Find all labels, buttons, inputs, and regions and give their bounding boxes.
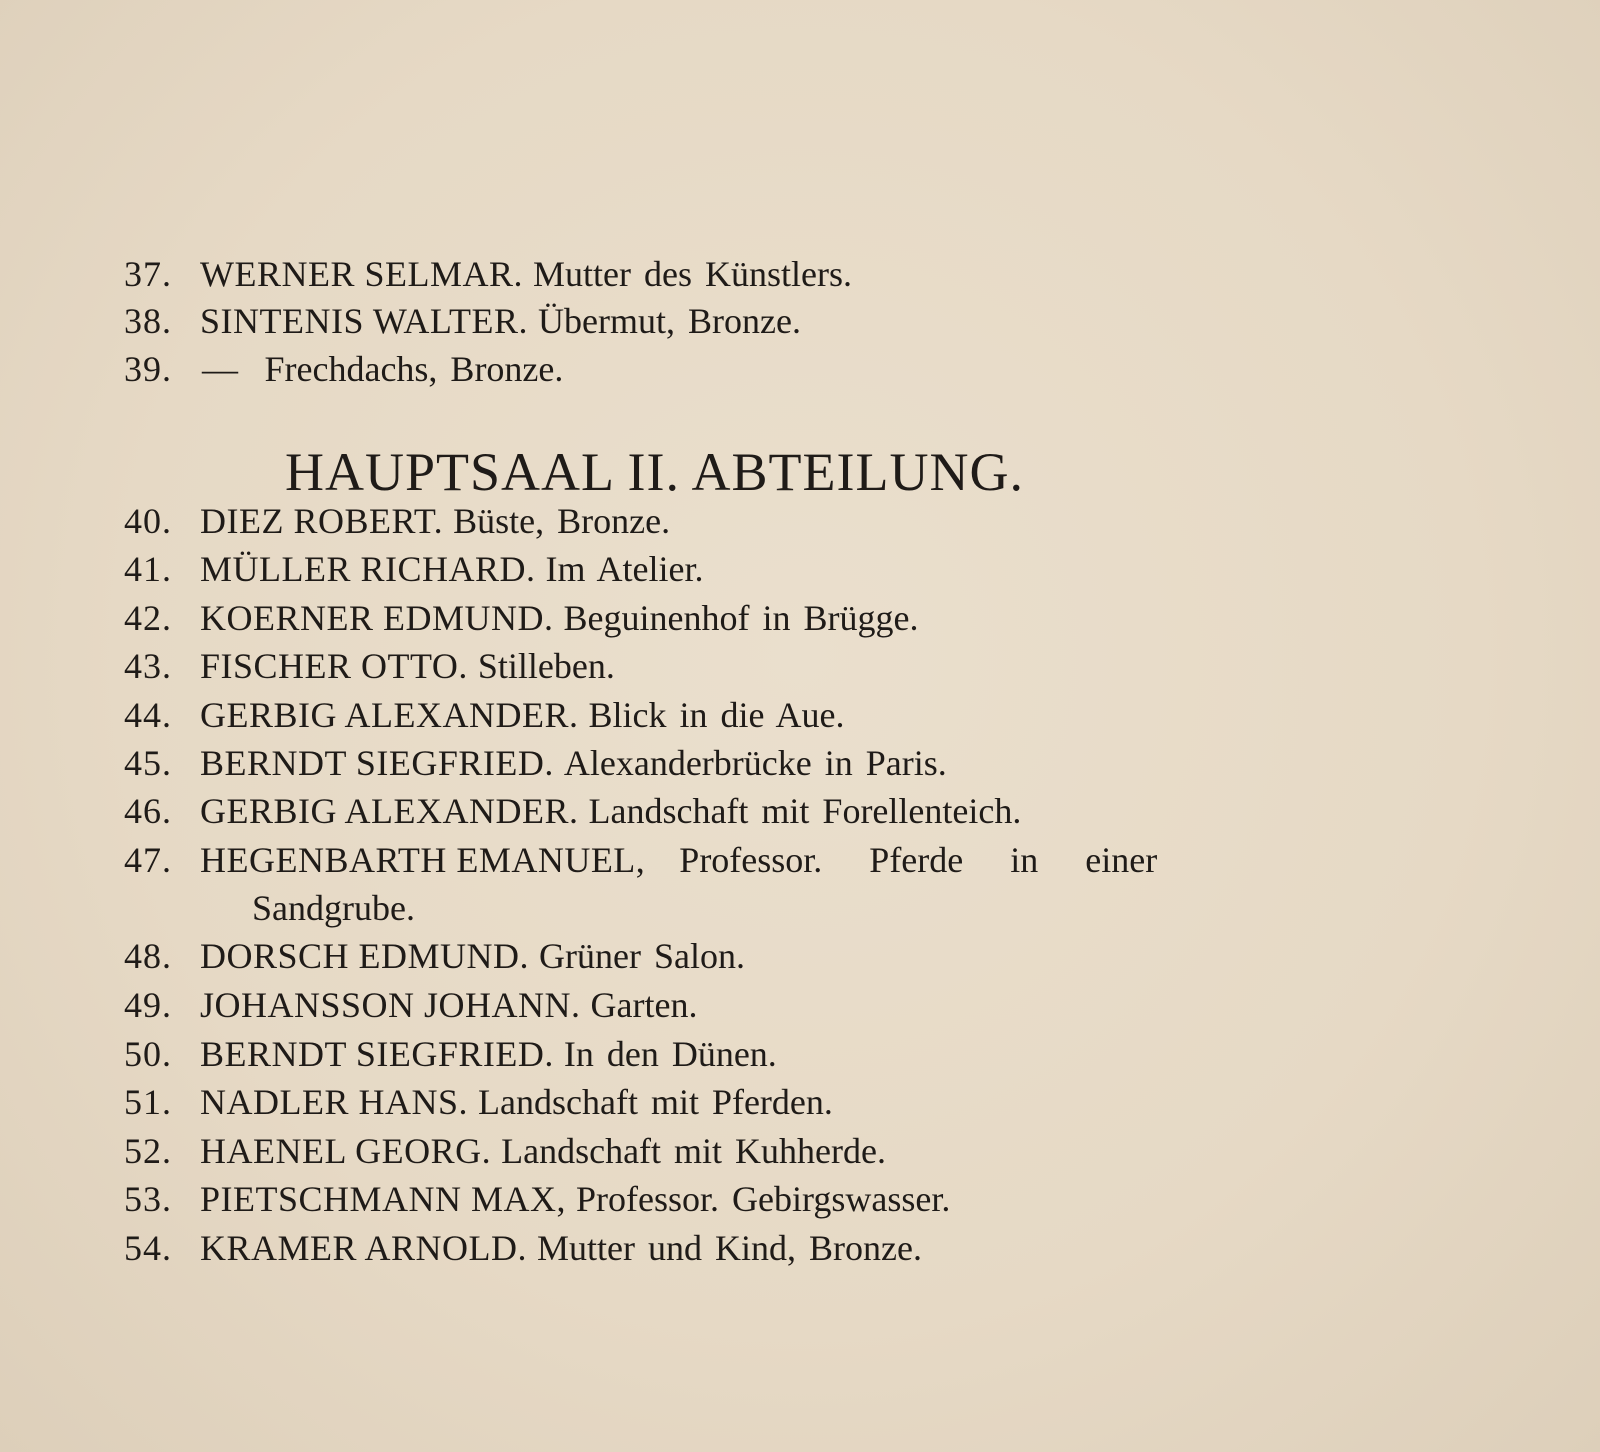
entry-title: Grüner Salon. <box>539 936 745 976</box>
list-item <box>124 836 1157 884</box>
entry-artist: BERNDT SIEGFRIED. <box>200 743 554 783</box>
entry-artist: KOERNER EDMUND. <box>200 598 554 638</box>
entry-artist: HAENEL GEORG. <box>200 1131 492 1171</box>
list-item <box>124 981 698 1029</box>
entry-artist: GERBIG ALEXANDER. <box>200 791 579 831</box>
entry-number: 54. <box>124 1228 172 1268</box>
entry-artist: — <box>202 349 239 389</box>
entry-number: 41. <box>124 549 172 589</box>
entry-artist: NADLER HANS. <box>200 1082 469 1122</box>
entry-title: Blick in die Aue. <box>588 695 845 735</box>
list-item <box>124 1078 833 1126</box>
list-item <box>124 1127 886 1175</box>
entry-title: Landschaft mit Forellenteich. <box>588 791 1022 831</box>
list-item <box>124 497 670 545</box>
entry-number: 49. <box>124 985 172 1025</box>
entry-artist: HEGENBARTH EMANUEL, <box>200 840 646 880</box>
list-item <box>124 297 801 345</box>
entry-number: 43. <box>124 646 172 686</box>
list-item <box>124 739 947 787</box>
entry-number: 47. <box>124 840 172 880</box>
entry-artist: KRAMER ARNOLD. <box>200 1228 528 1268</box>
list-item <box>124 1224 922 1272</box>
list-item <box>124 594 918 642</box>
list-item <box>124 1030 777 1078</box>
entry-number: 39. <box>124 349 172 389</box>
entry-number: 52. <box>124 1131 172 1171</box>
list-item <box>124 250 852 298</box>
list-item <box>124 787 1021 835</box>
entry-title: Übermut, Bronze. <box>538 301 801 341</box>
entry-title: Landschaft mit Pferden. <box>478 1082 833 1122</box>
list-item <box>124 345 563 393</box>
entry-number: 42. <box>124 598 172 638</box>
entry-artist: MÜLLER RICHARD. <box>200 549 536 589</box>
list-item <box>124 932 745 980</box>
entry-title: Alexanderbrücke in Paris. <box>563 743 947 783</box>
entry-number: 40. <box>124 501 172 541</box>
list-item <box>124 545 703 593</box>
entry-artist: JOHANSSON JOHANN. <box>200 985 581 1025</box>
entry-title: Garten. <box>590 985 698 1025</box>
entry-number: 45. <box>124 743 172 783</box>
entry-number: 46. <box>124 791 172 831</box>
entry-title: Frechdachs, Bronze. <box>264 349 564 389</box>
section-heading: HAUPTSAAL II. ABTEILUNG. <box>285 442 1024 502</box>
entry-title: Landschaft mit Kuhherde. <box>501 1131 886 1171</box>
entry-title: Mutter und Kind, Bronze. <box>537 1228 922 1268</box>
list-item <box>124 1175 950 1223</box>
entry-number: 37. <box>124 254 172 294</box>
entry-number: 50. <box>124 1034 172 1074</box>
entry-number: 48. <box>124 936 172 976</box>
entry-title: Stilleben. <box>477 646 615 686</box>
entry-number: 44. <box>124 695 172 735</box>
entry-artist: WERNER SELMAR. <box>200 254 524 294</box>
entry-title: Beguinenhof in Brügge. <box>563 598 919 638</box>
list-item <box>124 642 615 690</box>
entry-title: Im Atelier. <box>545 549 704 589</box>
entry-title: In den Dünen. <box>563 1034 777 1074</box>
entry-title: Professor. Gebirgswasser. <box>576 1179 951 1219</box>
entry-artist: PIETSCHMANN MAX, <box>200 1179 567 1219</box>
entry-artist: SINTENIS WALTER. <box>200 301 529 341</box>
entry-title-continuation: Sandgrube. <box>252 888 415 928</box>
entry-artist: GERBIG ALEXANDER. <box>200 695 579 735</box>
entry-title: Professor. Pferde in einer <box>679 840 1158 880</box>
entry-artist: DIEZ ROBERT. <box>200 501 444 541</box>
entry-number: 38. <box>124 301 172 341</box>
list-item <box>124 691 844 739</box>
entry-title: Büste, Bronze. <box>453 501 671 541</box>
entry-artist: BERNDT SIEGFRIED. <box>200 1034 554 1074</box>
entry-number: 53. <box>124 1179 172 1219</box>
entry-title: Mutter des Künstlers. <box>533 254 852 294</box>
entry-artist: FISCHER OTTO. <box>200 646 468 686</box>
entry-number: 51. <box>124 1082 172 1122</box>
entry-artist: DORSCH EDMUND. <box>200 936 530 976</box>
